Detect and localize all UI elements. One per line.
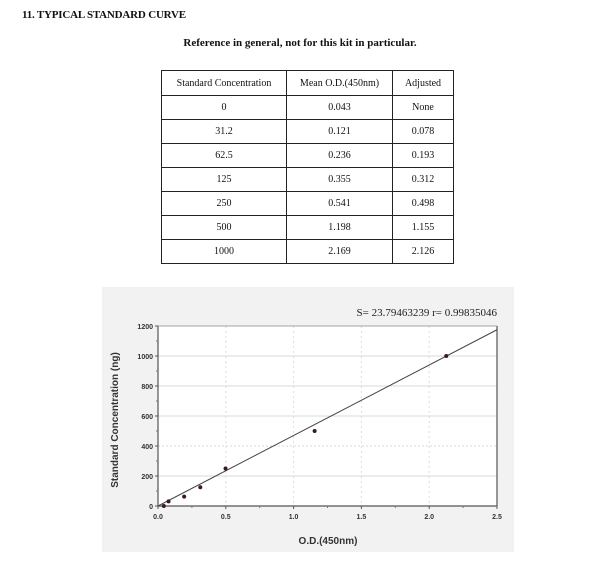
cell-mean-od: 0.355 (287, 168, 393, 192)
cell-adjusted: 0.312 (393, 168, 454, 192)
data-point (313, 429, 317, 433)
cell-adjusted: None (393, 96, 454, 120)
standard-curve-table (161, 70, 454, 264)
y-tick-label: 400 (141, 444, 153, 451)
data-point (198, 485, 202, 489)
cell-mean-od: 0.043 (287, 96, 393, 120)
fit-statistics-annotation: S= 23.79463239 r= 0.99835046 (356, 307, 497, 319)
header-adjusted: Adjusted (393, 71, 454, 96)
data-point (224, 467, 228, 471)
y-tick-label: 200 (141, 474, 153, 481)
reference-note: Reference in general, not for this kit in particular. (183, 37, 417, 49)
data-point (167, 499, 171, 503)
chart-svg (102, 287, 514, 552)
table-row (162, 168, 454, 192)
cell-adjusted: 0.498 (393, 192, 454, 216)
cell-mean-od: 1.198 (287, 216, 393, 240)
x-tick-label: 0.0 (153, 514, 163, 521)
header-standard-concentration: Standard Concentration (162, 71, 287, 96)
cell-mean-od: 2.169 (287, 240, 393, 264)
y-tick-label: 1200 (137, 324, 153, 331)
cell-adjusted: 1.155 (393, 216, 454, 240)
cell-mean-od: 0.541 (287, 192, 393, 216)
table-row (162, 240, 454, 264)
y-tick-label: 0 (149, 504, 153, 511)
x-axis-title: O.D.(450nm) (298, 536, 358, 547)
cell-adjusted: 2.126 (393, 240, 454, 264)
data-point (444, 354, 448, 358)
section-heading: 11. TYPICAL STANDARD CURVE (22, 9, 186, 21)
table-row (162, 120, 454, 144)
cell-concentration: 0 (162, 96, 287, 120)
x-tick-label: 2.5 (492, 514, 502, 521)
y-tick-label: 1000 (137, 354, 153, 361)
x-tick-label: 1.5 (356, 514, 367, 521)
cell-adjusted: 0.193 (393, 144, 454, 168)
cell-concentration: 500 (162, 216, 287, 240)
y-tick-label: 600 (141, 414, 153, 421)
cell-concentration: 62.5 (162, 144, 287, 168)
header-mean-od: Mean O.D.(450nm) (287, 71, 393, 96)
x-tick-label: 1.0 (288, 514, 299, 521)
table-row (162, 216, 454, 240)
standard-curve-chart (102, 287, 514, 552)
y-tick-label: 800 (141, 384, 153, 391)
x-tick-label: 2.0 (424, 514, 435, 521)
table-row (162, 192, 454, 216)
cell-concentration: 1000 (162, 240, 287, 264)
cell-concentration: 250 (162, 192, 287, 216)
table-row (162, 96, 454, 120)
table-header-row (162, 71, 454, 96)
cell-mean-od: 0.236 (287, 144, 393, 168)
x-tick-label: 0.5 (220, 514, 231, 521)
y-axis-title: Standard Concentration (ng) (110, 352, 121, 488)
cell-adjusted: 0.078 (393, 120, 454, 144)
data-point (182, 495, 186, 499)
table-row (162, 144, 454, 168)
cell-concentration: 31.2 (162, 120, 287, 144)
cell-mean-od: 0.121 (287, 120, 393, 144)
cell-concentration: 125 (162, 168, 287, 192)
data-point (162, 504, 166, 508)
